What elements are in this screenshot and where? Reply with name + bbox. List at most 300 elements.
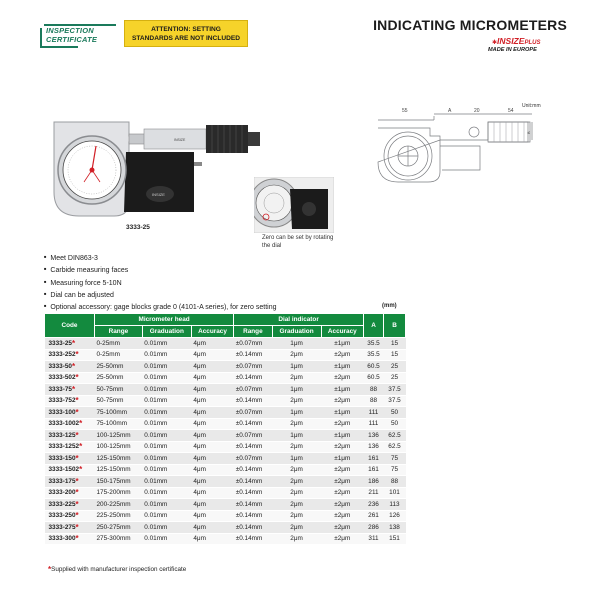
cell-dial-range	[234, 510, 272, 522]
cell-code-text: 3333-1002	[48, 420, 80, 428]
asterisk-icon: *	[75, 430, 79, 440]
cell-accuracy	[191, 418, 233, 430]
cell-a	[364, 407, 384, 419]
table-row	[45, 464, 406, 476]
cell-graduation	[142, 361, 191, 373]
cell-range	[95, 510, 143, 522]
cell-graduation-text: 0.01mm	[144, 466, 168, 474]
table-row	[45, 522, 406, 534]
cell-dial-graduation	[272, 338, 321, 350]
cell-range-text: 50-75mm	[96, 385, 124, 393]
cell-a	[364, 349, 384, 361]
cell-dial-graduation	[272, 361, 321, 373]
cell-b-text: 15	[390, 351, 399, 359]
cell-dial-accuracy-text: ±2μm	[334, 500, 351, 508]
asterisk-icon: *	[48, 565, 52, 574]
cell-range	[95, 522, 143, 534]
brand-suffix: PLUS	[524, 40, 541, 46]
cell-a-text: 88	[369, 385, 378, 393]
cell-accuracy-text: 4μm	[193, 500, 206, 508]
cell-range	[95, 384, 143, 396]
cell-graduation	[142, 522, 191, 534]
cell-b	[384, 407, 406, 419]
cell-dial-range	[234, 418, 272, 430]
specification-table	[44, 313, 406, 545]
cell-range-text: 100-125mm	[96, 443, 131, 451]
svg-text:INSIZE: INSIZE	[152, 192, 165, 197]
cell-dial-accuracy	[321, 349, 363, 361]
cell-code	[45, 372, 95, 384]
cell-accuracy	[191, 349, 233, 361]
table-row	[45, 372, 406, 384]
cell-b-text: 37.5	[388, 397, 401, 405]
cell-dial-range	[234, 384, 272, 396]
cell-a-text: 261	[368, 512, 379, 520]
feature-item: ■ Optional accessory: gage blocks grade 0 (4101-A series), for zero setting	[44, 301, 276, 313]
header-b: B	[384, 314, 406, 338]
cell-b-text: 25	[390, 362, 399, 370]
cell-a-text: 161	[368, 466, 379, 474]
cell-accuracy	[191, 533, 233, 545]
cell-dial-graduation	[272, 464, 321, 476]
header-accuracy: Accuracy	[191, 326, 233, 338]
cell-range	[95, 441, 143, 453]
cell-dial-graduation	[272, 476, 321, 488]
cell-code	[45, 522, 95, 534]
cell-a-text: 136	[368, 431, 379, 439]
dim-b: B	[526, 131, 531, 134]
cell-code-text: 3333-1252	[48, 443, 80, 451]
cell-accuracy-text: 4μm	[193, 454, 206, 462]
cell-range	[95, 338, 143, 350]
cell-a	[364, 418, 384, 430]
cell-dial-accuracy-text: ±2μm	[334, 466, 351, 474]
cell-code-text: 3333-252	[48, 351, 76, 359]
cell-dial-range-text: ±0.14mm	[235, 466, 263, 474]
cell-dial-range-text: ±0.14mm	[235, 374, 263, 382]
cell-accuracy-text: 4μm	[193, 397, 206, 405]
asterisk-icon: *	[79, 419, 83, 429]
cell-code-text: 3333-100	[48, 408, 76, 416]
cell-b	[384, 338, 406, 350]
cell-dial-graduation	[272, 407, 321, 419]
cell-code-text: 3333-300	[48, 535, 76, 543]
cell-accuracy-text: 4μm	[193, 466, 206, 474]
cell-code-text: 3333-75	[48, 385, 72, 393]
cell-b-text: 50	[390, 420, 399, 428]
cell-a	[364, 395, 384, 407]
cell-dial-graduation	[272, 441, 321, 453]
cell-dial-accuracy	[321, 522, 363, 534]
cell-code	[45, 476, 95, 488]
cell-accuracy	[191, 522, 233, 534]
cell-dial-range-text: ±0.14mm	[235, 397, 263, 405]
cell-dial-accuracy-text: ±2μm	[334, 443, 351, 451]
cell-graduation-text: 0.01mm	[144, 535, 168, 543]
cell-dial-graduation-text: 1μm	[290, 339, 303, 347]
asterisk-icon: *	[75, 522, 79, 532]
cell-graduation-text: 0.01mm	[144, 523, 168, 531]
cell-code-text: 3333-200	[48, 489, 76, 497]
cell-graduation-text: 0.01mm	[144, 477, 168, 485]
cell-dial-graduation-text: 2μm	[290, 374, 303, 382]
cell-range	[95, 487, 143, 499]
cell-accuracy-text: 4μm	[193, 408, 206, 416]
cell-b	[384, 453, 406, 465]
cell-dial-accuracy-text: ±1μm	[334, 339, 351, 347]
cell-range-text: 75-100mm	[96, 408, 128, 416]
cell-code	[45, 453, 95, 465]
cell-b	[384, 464, 406, 476]
cell-code-text: 3333-1502	[48, 466, 80, 474]
cell-dial-range	[234, 338, 272, 350]
cell-accuracy	[191, 407, 233, 419]
cell-dial-graduation	[272, 395, 321, 407]
cell-range-text: 225-250mm	[96, 512, 131, 520]
asterisk-icon: *	[79, 442, 83, 452]
brand-name: INSIZE	[497, 36, 525, 46]
made-in-label: MADE IN EUROPE	[488, 47, 537, 53]
cell-dial-accuracy	[321, 361, 363, 373]
cell-dial-graduation	[272, 453, 321, 465]
cell-dial-accuracy-text: ±2μm	[334, 489, 351, 497]
cell-b-text: 75	[390, 454, 399, 462]
cell-range	[95, 453, 143, 465]
cell-dial-graduation	[272, 430, 321, 442]
cell-dial-graduation-text: 2μm	[290, 477, 303, 485]
cell-b	[384, 441, 406, 453]
table-row	[45, 361, 406, 373]
cell-dial-graduation-text: 2μm	[290, 535, 303, 543]
cell-code-text: 3333-25	[48, 339, 72, 347]
cell-dial-range-text: ±0.14mm	[235, 489, 263, 497]
cell-graduation-text: 0.01mm	[144, 408, 168, 416]
cell-range-text: 125-150mm	[96, 466, 131, 474]
cell-accuracy-text: 4μm	[193, 443, 206, 451]
page-title: INDICATING MICROMETERS	[373, 17, 567, 33]
cell-b	[384, 487, 406, 499]
header-dial-range: Range	[234, 326, 272, 338]
cell-a-text: 286	[368, 523, 379, 531]
cell-dial-range-text: ±0.14mm	[235, 420, 263, 428]
cell-a-text: 236	[368, 500, 379, 508]
cell-graduation	[142, 453, 191, 465]
cell-dial-graduation	[272, 510, 321, 522]
cell-dial-graduation-text: 2μm	[290, 523, 303, 531]
cell-accuracy-text: 4μm	[193, 339, 206, 347]
feature-item: ■ Dial can be adjusted	[44, 289, 276, 301]
cell-b-text: 88	[390, 477, 399, 485]
cell-accuracy	[191, 476, 233, 488]
cell-b-text: 62.5	[388, 443, 401, 451]
header-code: Code	[45, 314, 95, 338]
cell-graduation-text: 0.01mm	[144, 431, 168, 439]
cell-dial-accuracy	[321, 464, 363, 476]
cell-dial-accuracy-text: ±2μm	[334, 477, 351, 485]
cell-accuracy-text: 4μm	[193, 420, 206, 428]
cell-code	[45, 407, 95, 419]
cell-dial-accuracy-text: ±1μm	[334, 385, 351, 393]
cell-dial-range-text: ±0.14mm	[235, 443, 263, 451]
asterisk-icon: *	[75, 396, 79, 406]
cell-b-text: 75	[390, 466, 399, 474]
cell-a	[364, 361, 384, 373]
cell-dial-range	[234, 453, 272, 465]
cell-a	[364, 338, 384, 350]
cell-accuracy	[191, 464, 233, 476]
cell-range-text: 200-225mm	[96, 500, 131, 508]
inspection-certificate-text	[46, 26, 97, 44]
cell-dial-graduation	[272, 533, 321, 545]
cell-graduation	[142, 430, 191, 442]
cell-dial-range-text: ±0.14mm	[235, 477, 263, 485]
cell-graduation	[142, 487, 191, 499]
cell-dial-range	[234, 487, 272, 499]
cell-graduation	[142, 372, 191, 384]
cell-graduation	[142, 533, 191, 545]
cell-a	[364, 453, 384, 465]
cell-graduation	[142, 476, 191, 488]
cell-a	[364, 384, 384, 396]
cell-dial-accuracy	[321, 476, 363, 488]
cell-dial-range	[234, 464, 272, 476]
cell-accuracy-text: 4μm	[193, 362, 206, 370]
table-row	[45, 487, 406, 499]
cell-dial-range-text: ±0.07mm	[235, 454, 263, 462]
header-graduation: Graduation	[142, 326, 191, 338]
cell-dial-accuracy	[321, 487, 363, 499]
table-row	[45, 510, 406, 522]
feature-item: ■ Measuring force 5-10N	[44, 277, 276, 289]
cell-a-text: 111	[368, 420, 379, 428]
cell-dial-range-text: ±0.14mm	[235, 351, 263, 359]
cell-b-text: 126	[389, 512, 400, 520]
cell-accuracy	[191, 453, 233, 465]
cell-graduation	[142, 499, 191, 511]
cell-range-text: 150-175mm	[96, 477, 131, 485]
table-row	[45, 499, 406, 511]
cell-dial-graduation-text: 2μm	[290, 351, 303, 359]
cell-dial-accuracy	[321, 441, 363, 453]
cell-graduation-text: 0.01mm	[144, 385, 168, 393]
cell-range-text: 0-25mm	[96, 339, 120, 347]
cell-dial-range	[234, 361, 272, 373]
cell-dial-graduation-text: 1μm	[290, 362, 303, 370]
cell-accuracy-text: 4μm	[193, 477, 206, 485]
cell-dial-graduation-text: 2μm	[290, 443, 303, 451]
cell-code-text: 3333-50	[48, 362, 72, 370]
dim-20: 20	[474, 108, 480, 114]
cell-a-text: 211	[368, 489, 379, 497]
cell-range	[95, 407, 143, 419]
cell-dial-accuracy	[321, 418, 363, 430]
cell-b-text: 62.5	[388, 431, 401, 439]
drawing-unit-label: Unit:mm	[522, 103, 541, 109]
cell-code	[45, 395, 95, 407]
cell-range	[95, 430, 143, 442]
table-row	[45, 453, 406, 465]
cell-dial-range-text: ±0.07mm	[235, 385, 263, 393]
cell-dial-range	[234, 349, 272, 361]
micrometer-product-image	[44, 112, 264, 224]
cell-a-text: 136	[368, 443, 379, 451]
cell-dial-range	[234, 407, 272, 419]
cell-accuracy	[191, 499, 233, 511]
cell-dial-range-text: ±0.07mm	[235, 408, 263, 416]
cell-dial-graduation-text: 1μm	[290, 431, 303, 439]
cell-dial-accuracy	[321, 395, 363, 407]
cell-code-text: 3333-752	[48, 397, 76, 405]
logo-line-2: CERTIFICATE	[46, 35, 98, 44]
product-caption: 3333-25	[126, 224, 150, 231]
cell-range-text: 275-300mm	[96, 535, 131, 543]
cell-range-text: 0-25mm	[96, 351, 120, 359]
cell-range	[95, 476, 143, 488]
cell-a-text: 60.5	[367, 362, 380, 370]
cell-graduation-text: 0.01mm	[144, 500, 168, 508]
cell-accuracy-text: 4μm	[193, 374, 206, 382]
cell-dial-range-text: ±0.07mm	[235, 339, 263, 347]
cell-dial-accuracy	[321, 510, 363, 522]
cell-dial-range-text: ±0.14mm	[235, 500, 263, 508]
cell-accuracy-text: 4μm	[193, 523, 206, 531]
cell-dial-accuracy	[321, 430, 363, 442]
cell-dial-accuracy	[321, 338, 363, 350]
cell-a-text: 35.5	[367, 351, 380, 359]
asterisk-icon: *	[79, 465, 83, 475]
cell-a-text: 60.5	[367, 374, 380, 382]
cell-dial-range	[234, 395, 272, 407]
cell-a	[364, 510, 384, 522]
cell-code-text: 3333-175	[48, 477, 76, 485]
cell-dial-graduation	[272, 487, 321, 499]
cell-graduation-text: 0.01mm	[144, 489, 168, 497]
cell-code	[45, 338, 95, 350]
zero-setting-detail-image	[254, 177, 334, 233]
cell-range	[95, 418, 143, 430]
zero-setting-caption: Zero can be set by rotating the dial	[262, 235, 334, 249]
dim-55: 55	[402, 108, 408, 114]
cell-dial-graduation	[272, 372, 321, 384]
cell-dial-range	[234, 476, 272, 488]
cell-accuracy	[191, 361, 233, 373]
cell-accuracy	[191, 338, 233, 350]
table-row	[45, 533, 406, 545]
cell-b-text: 101	[389, 489, 400, 497]
cell-code	[45, 361, 95, 373]
cell-dial-accuracy-text: ±2μm	[334, 523, 351, 531]
logo-line-1: INSPECTION	[46, 26, 94, 35]
cell-a	[364, 533, 384, 545]
asterisk-icon: *	[75, 511, 79, 521]
cell-graduation	[142, 407, 191, 419]
cell-accuracy	[191, 430, 233, 442]
cell-b	[384, 395, 406, 407]
cell-accuracy	[191, 510, 233, 522]
attention-line-2: STANDARDS ARE NOT INCLUDED	[131, 35, 241, 42]
cell-dial-range	[234, 499, 272, 511]
dim-a: A	[448, 108, 452, 114]
asterisk-icon: *	[75, 488, 79, 498]
cell-graduation-text: 0.01mm	[144, 374, 168, 382]
header-a: A	[364, 314, 384, 338]
cell-code	[45, 430, 95, 442]
cell-graduation	[142, 384, 191, 396]
cell-accuracy	[191, 372, 233, 384]
cell-dial-accuracy-text: ±2μm	[334, 535, 351, 543]
inspection-certificate-logo	[38, 22, 114, 50]
cell-b	[384, 510, 406, 522]
cell-dial-range	[234, 522, 272, 534]
cell-b-text: 37.5	[388, 385, 401, 393]
asterisk-icon: *	[75, 453, 79, 463]
cell-graduation	[142, 510, 191, 522]
cell-dial-accuracy-text: ±2μm	[334, 374, 351, 382]
unit-note: (mm)	[382, 303, 397, 309]
cell-range	[95, 499, 143, 511]
cell-dial-accuracy	[321, 384, 363, 396]
asterisk-icon: *	[71, 384, 76, 394]
feature-item: ■ Meet DIN863-3	[44, 252, 276, 264]
cell-b	[384, 522, 406, 534]
cell-graduation-text: 0.01mm	[144, 443, 168, 451]
header-micrometer-head: Micrometer head	[95, 314, 234, 326]
asterisk-icon: *	[71, 361, 76, 371]
cell-a	[364, 487, 384, 499]
table-row	[45, 395, 406, 407]
cell-dial-graduation	[272, 349, 321, 361]
cell-range-text: 75-100mm	[96, 420, 128, 428]
attention-line-1: ATTENTION: SETTING	[151, 26, 221, 33]
cell-a-text: 35.5	[367, 339, 380, 347]
cell-code	[45, 510, 95, 522]
footnote-text: Supplied with manufacturer inspection certificate	[51, 566, 187, 573]
cell-b-text: 25	[390, 374, 399, 382]
asterisk-icon: *	[75, 350, 79, 360]
cell-dial-range-text: ±0.07mm	[235, 431, 263, 439]
cell-dial-accuracy-text: ±1μm	[334, 362, 351, 370]
table-row	[45, 441, 406, 453]
cell-dial-accuracy	[321, 407, 363, 419]
cell-dial-graduation-text: 2μm	[290, 500, 303, 508]
cell-b	[384, 499, 406, 511]
cell-b	[384, 384, 406, 396]
cell-code	[45, 384, 95, 396]
cell-dial-accuracy-text: ±1μm	[334, 454, 351, 462]
cell-b	[384, 533, 406, 545]
asterisk-icon: *	[75, 373, 79, 383]
table-row	[45, 349, 406, 361]
svg-text:INSIZE: INSIZE	[174, 138, 186, 142]
cell-accuracy	[191, 441, 233, 453]
table-row	[45, 476, 406, 488]
cell-code	[45, 499, 95, 511]
cell-dial-range-text: ±0.14mm	[235, 512, 263, 520]
technical-drawing	[370, 100, 536, 190]
cell-dial-accuracy	[321, 499, 363, 511]
cell-dial-accuracy	[321, 533, 363, 545]
cell-a	[364, 372, 384, 384]
specification-table-body	[45, 338, 406, 545]
cell-accuracy	[191, 395, 233, 407]
cell-graduation-text: 0.01mm	[144, 397, 168, 405]
cell-dial-accuracy	[321, 372, 363, 384]
cell-dial-graduation-text: 1μm	[290, 454, 303, 462]
cell-dial-accuracy-text: ±2μm	[334, 420, 351, 428]
table-row	[45, 407, 406, 419]
cell-dial-accuracy-text: ±1μm	[334, 431, 351, 439]
cell-dial-graduation-text: 2μm	[290, 489, 303, 497]
